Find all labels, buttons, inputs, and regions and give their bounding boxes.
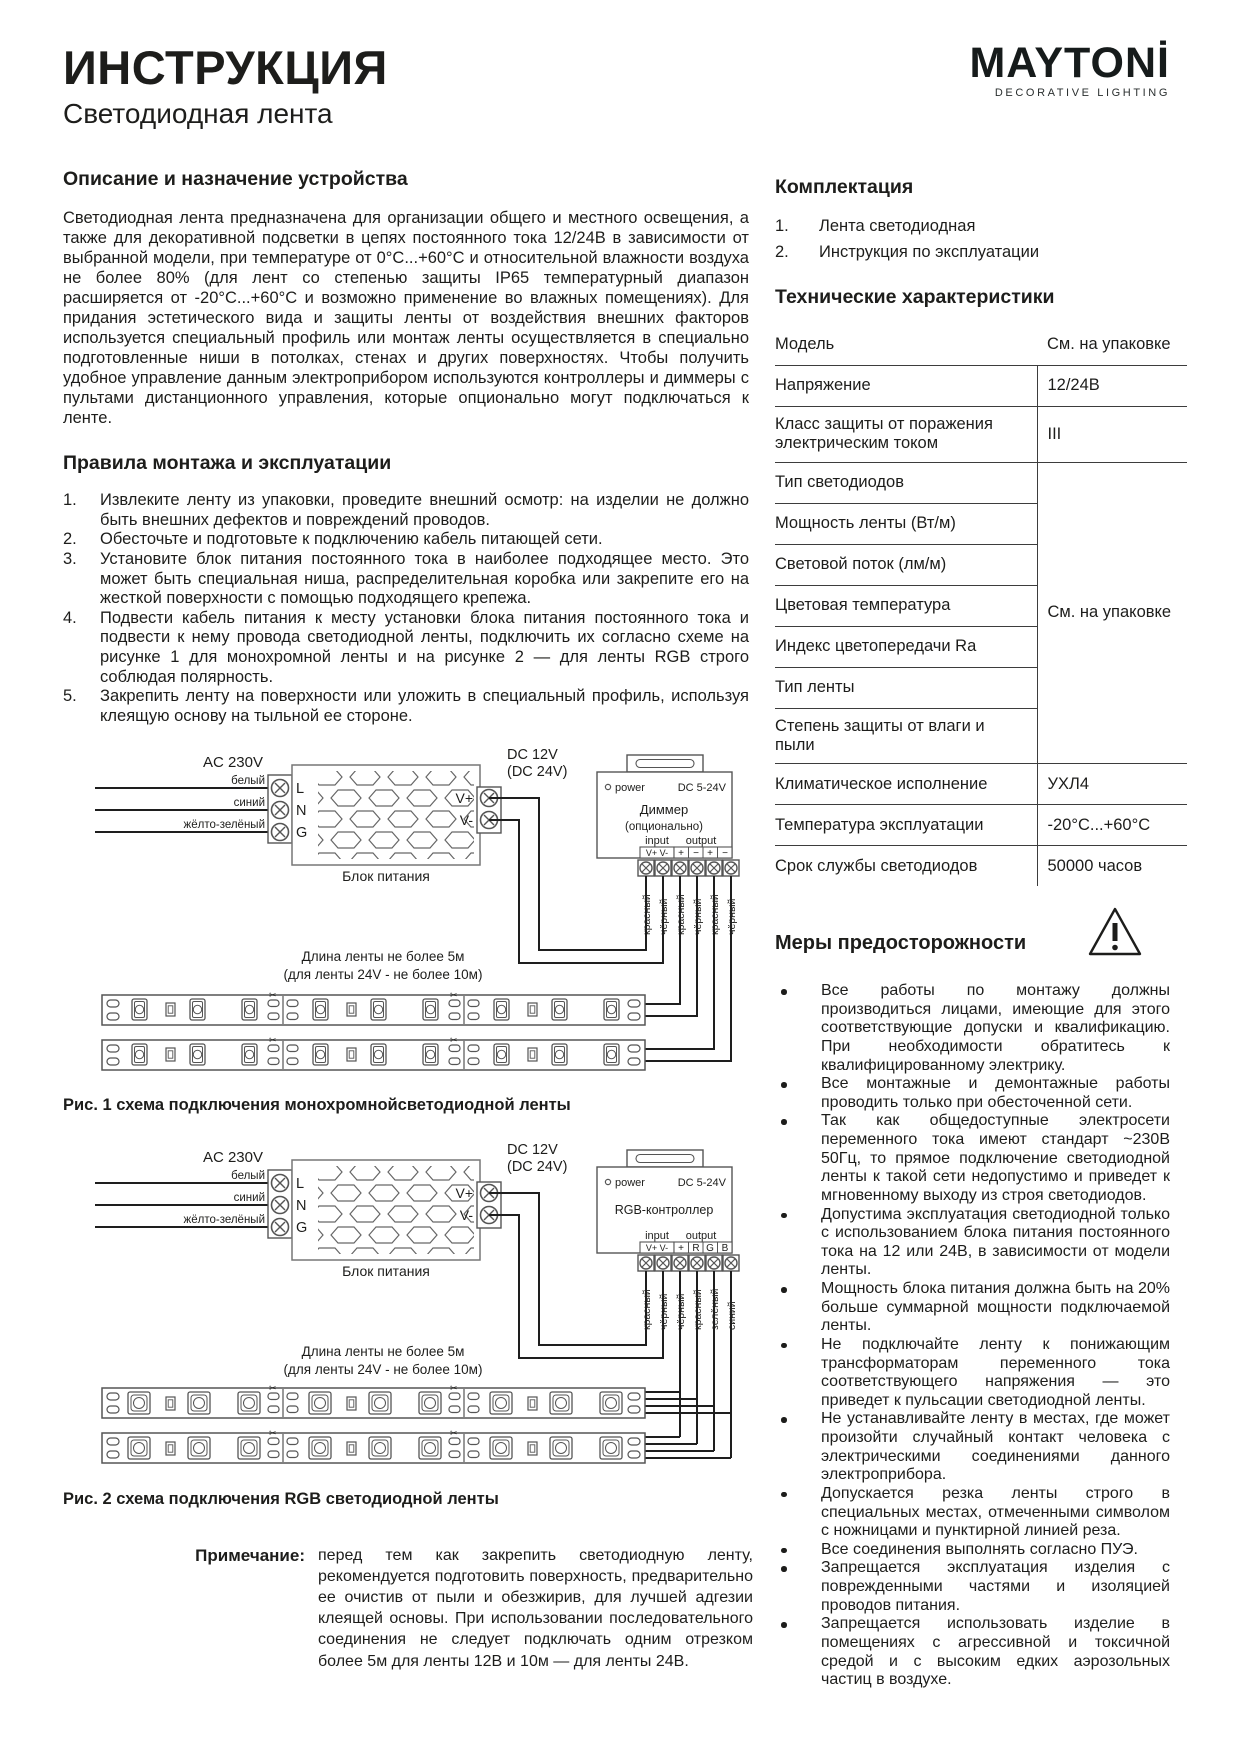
list-item: Запрещается использовать изделие в помещениях с агрессивной и токсичной средой и с высоким едких аэрозольных частиц в воздухе. (775, 1615, 1170, 1690)
svg-text:B: B (721, 1243, 729, 1254)
svg-text:чёрный: чёрный (675, 1293, 687, 1330)
svg-text:R: R (692, 1243, 700, 1254)
svg-text:белый: белый (231, 775, 265, 787)
svg-text:+: + (678, 1243, 684, 1254)
svg-text:G: G (296, 1220, 308, 1236)
bullet-icon (781, 1343, 787, 1349)
svg-text:+: + (707, 848, 713, 859)
svg-text:power: power (615, 1177, 645, 1189)
figure-2-diagram (63, 1140, 763, 1490)
svg-text:(DC 24V): (DC 24V) (507, 764, 568, 780)
page-subtitle: Светодиодная лента (63, 98, 333, 129)
ac-input-wires (95, 1149, 268, 1227)
table-row: Световой поток (лм/м) (775, 544, 1187, 585)
section-specs (775, 286, 1170, 886)
svg-text:G: G (706, 1243, 714, 1254)
table-row: Температура эксплуатации -20°C...+60°C (775, 805, 1187, 846)
svg-text:output: output (685, 1230, 717, 1242)
svg-text:N: N (296, 1198, 307, 1214)
table-row: Цветовая температура (775, 585, 1187, 626)
brand-logo: MAYTONİ DECORATIVE LIGHTING (969, 39, 1170, 99)
svg-text:V+: V+ (455, 790, 473, 806)
psu-caption: Блок питания (342, 868, 430, 884)
bullet-icon (781, 1622, 787, 1628)
led-strip (102, 1040, 645, 1070)
ac-voltage-label: AC 230V (202, 754, 263, 771)
table-row: Степень защиты от влаги и пыли (775, 708, 1187, 764)
rgb-led-strip (102, 1433, 645, 1463)
rgb-controller-block (597, 1150, 739, 1330)
bullet-icon (781, 1287, 787, 1293)
description-heading: Описание и назначение устройства (63, 168, 408, 190)
note-text: перед тем как закрепить светодиодную ленту, рекомендуется подготовить поверхность, предварительно ее очистив от пыли и обезжирив, для лучшей адгезии клеящей основы. При использовании последовательного соединения не следует подключать одним отрезком более 5м для ленты 12В и 10м — для ленты 24В. (318, 1547, 753, 1670)
svg-text:output: output (685, 835, 717, 847)
device-name: RGB-контроллер (614, 1203, 714, 1217)
wire-color-labels (641, 1289, 738, 1330)
svg-text:синий: синий (726, 1301, 738, 1330)
svg-text:синий: синий (233, 797, 265, 809)
bullet-icon (781, 1417, 787, 1423)
figure-2-caption: Рис. 2 схема подключения RGB светодиодной ленты (63, 1490, 499, 1508)
list-item: Мощность блока питания должна быть на 20% больше суммарной мощности подключаемой ленты. (775, 1280, 1170, 1336)
section-rules (63, 452, 749, 727)
description-body: Светодиодная лента предназначена для организации общего и местного освещения, а также для декоративной подсветки в цепях постоянного тока 12/24В в зависимости от выбранной модели, при температуре от 0°С...+60°С и относительной влажности воздуха не более 80% (для лент со степенью защиты IP65 температурный диапазон расширяется от -20°С...+60°С и возможно применение во влажных помещениях). Для придания эстетического вида и защиты ленты от воздействия внешних факторов используется специальный профиль или монтаж ленты осуществляется в специально подготовленные ниши в потолках, стенах и других поверхностях. Чтобы получить удобное управление данным электроприбором используются контроллеры и диммеры с пультами дистанционного управления, которые опционально могут подключаться к ленте. (63, 209, 749, 427)
list-item: Все монтажные и демонтажные работы проводить только при обесточенной сети. (775, 1075, 1170, 1112)
svg-text:DC 5-24V: DC 5-24V (677, 782, 726, 794)
svg-text:V+ V-: V+ V- (645, 1243, 669, 1253)
list-item: Все работы по монтажу должны производиться лицами, имеющие для этого соответствующие допуски и квалификацию. При необходимости обратитесь к квалифицированному электрику. (775, 982, 1170, 1075)
svg-text:V-: V- (459, 812, 473, 828)
svg-text:L: L (296, 1176, 305, 1192)
bullet-icon (781, 1492, 787, 1498)
table-row: Климатическое исполнение УХЛ4 (775, 764, 1187, 805)
table-row: Класс защиты от поражения электрическим током III (775, 407, 1187, 463)
scissors-icon: ✂ (450, 990, 458, 1000)
rules-heading: Правила монтажа и эксплуатации (63, 452, 392, 474)
list-item: Все соединения выполнять согласно ПУЭ. (775, 1541, 1170, 1560)
svg-text:красный: красный (641, 894, 653, 935)
scissors-icon: ✂ (450, 1383, 458, 1393)
svg-text:синий: синий (233, 1192, 265, 1204)
svg-text:чёрный: чёрный (726, 898, 738, 935)
list-item: 5. Закрепить ленту на поверхности или уложить в специальный профиль, используя клеящую основу на тыльной ее стороне. (63, 687, 749, 725)
table-row: Индекс цветопередачи Ra (775, 626, 1187, 667)
svg-text:чёрный: чёрный (692, 898, 704, 935)
package-heading: Комплектация (775, 176, 914, 198)
led-strip (102, 995, 645, 1025)
list-item: Допустима эксплуатация светодиодной только с использованием блока питания постоянного тока на 12 или 24В, в зависимости от модели ленты. (775, 1206, 1170, 1281)
device-name: Диммер (639, 802, 689, 817)
svg-text:input: input (645, 1230, 669, 1242)
section-package (775, 176, 1170, 269)
section-description (63, 168, 749, 428)
dimmer-block (597, 755, 739, 935)
note-section (63, 1545, 753, 1672)
list-item: Не устанавливайте ленту в местах, где может произойти случайный контакт человека с электрическими соединениями данного электроприбора. (775, 1410, 1170, 1485)
bullet-icon (781, 1548, 787, 1554)
svg-text:жёлто-зелёный: жёлто-зелёный (183, 1214, 265, 1226)
svg-text:красный: красный (692, 1289, 704, 1330)
svg-text:красный: красный (675, 894, 687, 935)
svg-text:−: − (722, 848, 728, 859)
svg-text:(для ленты 24V - не более 10м): (для ленты 24V - не более 10м) (283, 1362, 483, 1377)
svg-text:L: L (296, 781, 305, 797)
svg-text:+: + (678, 848, 684, 859)
svg-text:белый: белый (231, 1170, 265, 1182)
list-item: Не подключайте ленту к понижающим трансформаторам переменного тока соответствующего напряжения — это приведет к пульсации светодиодной ленты. (775, 1336, 1170, 1411)
figure-1-caption: Рис. 1 схема подключения монохромнойсветодиодной ленты (63, 1096, 571, 1114)
scissors-icon: ✂ (450, 1035, 458, 1045)
svg-text:(для ленты 24V - не более 10м): (для ленты 24V - не более 10м) (283, 967, 483, 982)
list-item: Запрещается эксплуатация изделия с поврежденными частями и изоляцией проводов питания. (775, 1559, 1170, 1615)
bullet-icon (781, 989, 787, 995)
bullet-icon (781, 1082, 787, 1088)
warning-triangle-icon (1086, 904, 1144, 960)
strip-length-note: Длина ленты не более 5м (301, 1344, 465, 1359)
specs-table (775, 325, 1187, 886)
svg-text:power: power (615, 782, 645, 794)
svg-text:DC 12V: DC 12V (507, 1142, 558, 1158)
table-row: Тип светодиодов См. на упаковке (775, 462, 1187, 503)
specs-heading: Технические характеристики (775, 286, 1055, 308)
svg-text:−: − (693, 848, 699, 859)
svg-text:Блок питания: Блок питания (342, 1263, 430, 1279)
svg-text:AC 230V: AC 230V (202, 1149, 263, 1166)
scissors-icon: ✂ (269, 1383, 277, 1393)
svg-text:(DC 24V): (DC 24V) (507, 1159, 568, 1175)
power-supply-block (268, 747, 567, 884)
scissors-icon: ✂ (269, 1035, 277, 1045)
list-item: 2. Инструкция по эксплуатации (775, 243, 1040, 261)
svg-text:V-: V- (459, 1207, 473, 1223)
ac-input-wires (95, 754, 268, 832)
terminal-screws (638, 860, 739, 876)
scissors-icon: ✂ (269, 990, 277, 1000)
terminal-screws (638, 1255, 739, 1271)
rules-list (63, 491, 749, 727)
vent-pattern (318, 771, 474, 859)
svg-text:красный: красный (641, 1289, 653, 1330)
table-row: Напряжение 12/24В (775, 366, 1187, 407)
svg-text:жёлто-зелёный: жёлто-зелёный (183, 819, 265, 831)
bullet-icon (781, 1213, 787, 1219)
svg-text:V+ V-: V+ V- (645, 848, 669, 858)
svg-text:N: N (296, 803, 307, 819)
bullet-icon (781, 1119, 787, 1125)
table-row: Модель См. на упаковке (775, 325, 1187, 366)
table-row: Мощность ленты (Вт/м) (775, 503, 1187, 544)
table-row: Тип ленты (775, 667, 1187, 708)
page-title: ИНСТРУКЦИЯ (63, 41, 388, 94)
rgb-led-strip (102, 1388, 645, 1418)
strip-length-note: Длина ленты не более 5м (301, 949, 465, 964)
list-item: Допускается резка ленты строго в специальных местах, отмеченными символом с ножницами и пунктирной линией реза. (775, 1485, 1170, 1541)
svg-text:DC 5-24V: DC 5-24V (677, 1177, 726, 1189)
svg-text:(опционально): (опционально) (625, 821, 703, 833)
power-supply-block (268, 1142, 567, 1279)
svg-text:зелёный: зелёный (709, 1288, 721, 1330)
list-item: 1. Извлеките ленту из упаковки, проведите внешний осмотр: на изделии не должно быть внешних дефектов и повреждений проводов. (63, 491, 749, 529)
svg-text:чёрный: чёрный (658, 1293, 670, 1330)
svg-text:input: input (645, 835, 669, 847)
power-led-icon (605, 1179, 610, 1184)
list-item: 2. Обесточьте и подготовьте к подключению кабель питающей сети. (63, 530, 603, 549)
wire-color-labels (641, 894, 738, 935)
list-item: Так как общедоступные электросети переменного тока имеют стандарт ~230В 50Гц, то прямое подключение светодиодной ленты к такой сети недопустимо и приведет к мгновенному выходу из строя светодиодов. (775, 1112, 1170, 1205)
merged-value-cell: См. на упаковке (1037, 462, 1187, 764)
svg-text:красный: красный (709, 894, 721, 935)
svg-text:чёрный: чёрный (658, 898, 670, 935)
list-item: 1. Лента светодиодная (775, 217, 976, 235)
list-item: 3. Установите блок питания постоянного тока в наиболее подходящее место. Это может быть специальная ниша, распределительная коробка или закрепите его на жесткой поверхности с помощью подходящего крепежа. (63, 549, 749, 608)
safety-list (775, 982, 1170, 1690)
figure-1-diagram (63, 745, 763, 1090)
note-label: Примечание: (195, 1546, 305, 1565)
package-list (775, 217, 1170, 262)
brand-tagline: DECORATIVE LIGHTING (994, 87, 1170, 99)
table-row: Срок службы светодиодов 50000 часов (775, 846, 1187, 887)
bullet-icon (781, 1566, 787, 1572)
dc-voltage-label: DC 12V (507, 747, 558, 763)
safety-heading: Меры предосторожности (775, 932, 1027, 954)
svg-text:G: G (296, 825, 308, 841)
svg-text:V+: V+ (455, 1185, 473, 1201)
scissors-icon: ✂ (269, 1428, 277, 1438)
scissors-icon: ✂ (450, 1428, 458, 1438)
power-led-icon (605, 784, 610, 789)
list-item: 4. Подвести кабель питания к месту установки блока питания постоянного тока и подвести к нему провода светодиодной ленты, подключить их согласно схеме на рисунке 1 для монохромной ленты и на рисунке 2 — для ленты RGB строго соблюдая полярность. (63, 608, 749, 686)
